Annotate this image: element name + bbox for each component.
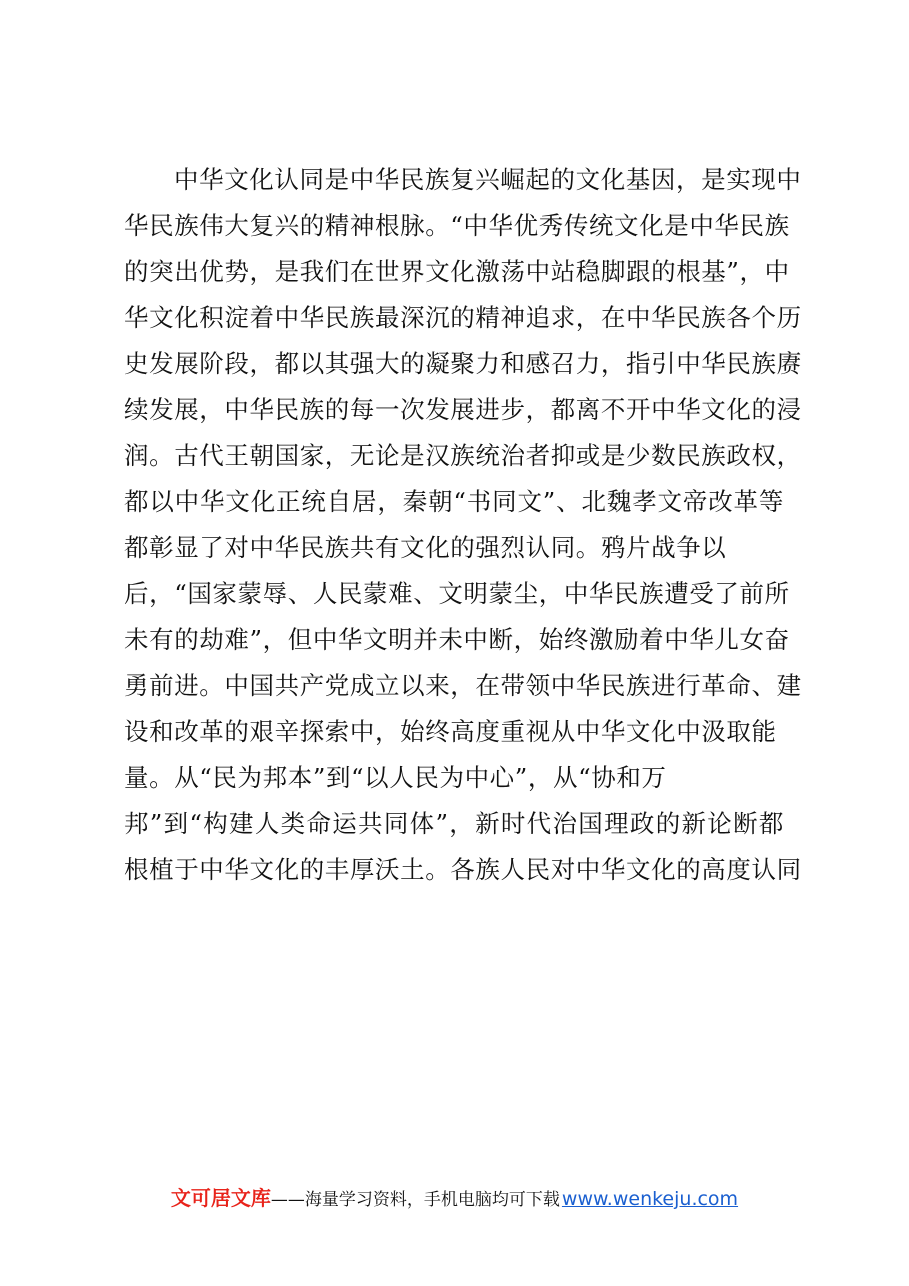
text-line: 根植于中华文化的丰厚沃土。各族人民对中华文化的高度认同 — [124, 855, 802, 884]
text-line: 的突出优势，是我们在世界文化激荡中站稳脚跟的根基”，中 — [124, 257, 790, 286]
text-line: 未有的劫难”，但中华文明并未中断，始终激励着中华儿女奋 — [124, 625, 790, 654]
text-line: 史发展阶段，都以其强大的凝聚力和感召力，指引中华民族赓 — [124, 349, 802, 378]
text-line: 设和改革的艰辛探索中，始终高度重视从中华文化中汲取能 — [124, 717, 777, 746]
text-line: 华文化积淀着中华民族最深沉的精神追求，在中华民族各个历 — [124, 303, 802, 332]
text-line: 续发展，中华民族的每一次发展进步，都离不开中华文化的浸 — [124, 395, 802, 424]
text-line: 邦”到“构建人类命运共同体”，新时代治国理政的新论断都 — [124, 809, 784, 838]
text-line: 勇前进。中国共产党成立以来，在带领中华民族进行革命、建 — [124, 671, 802, 700]
text-line: 都彰显了对中华民族共有文化的强烈认同。鸦片战争以 — [124, 533, 727, 562]
footer-banner — [0, 1182, 909, 1212]
footer-dash: —— — [270, 1190, 305, 1210]
website-link[interactable]: www.wenkeju.com — [561, 1188, 739, 1210]
text-line: 都以中华文化正统自居，秦朝“书同文”、北魏孝文帝改革等 — [124, 487, 784, 516]
text-line: 后，“国家蒙辱、人民蒙难、文明蒙尘，中华民族遭受了前所 — [124, 579, 790, 608]
text-line: 量。从“民为邦本”到“以人民为中心”，从“协和万 — [124, 763, 667, 792]
brand-name: 文可居文库 — [170, 1186, 271, 1210]
footer-tagline: 海量学习资料，手机电脑均可下载 — [304, 1190, 560, 1210]
text-line: 润。古代王朝国家，无论是汉族统治者抑或是少数民族政权， — [124, 441, 802, 470]
text-line: 华民族伟大复兴的精神根脉。“中华优秀传统文化是中华民族 — [124, 211, 790, 240]
text-line: 中华文化认同是中华民族复兴崛起的文化基因，是实现中 — [174, 165, 802, 194]
